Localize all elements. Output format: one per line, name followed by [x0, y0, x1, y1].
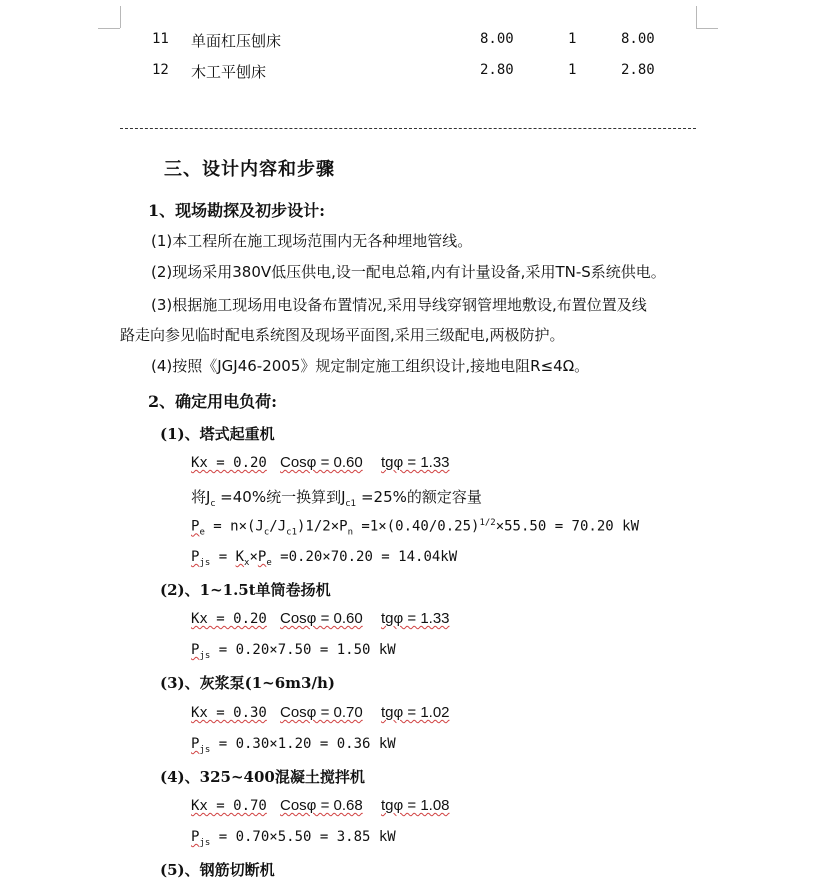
paragraph: (1)本工程所在施工现场范围内无各种埋地管线。 [151, 232, 473, 250]
tg-value: tgφ = 1.08 [381, 797, 450, 814]
paragraph-continuation: 路走向参见临时配电系统图及现场平面图,采用三级配电,两极防护。 [120, 326, 565, 344]
pjs-formula: $P_{js} = 0.20\times 7.50 = 1.50$ kW [191, 642, 396, 661]
total-power: 2.80 [621, 62, 655, 78]
total-power: 8.00 [621, 31, 655, 47]
section-break-divider [120, 128, 696, 129]
paragraph: (3)根据施工现场用电设备布置情况,采用导线穿钢管埋地敷设,布置位置及线 [151, 296, 647, 314]
pjs-formula: $P_{js} = 0.70\times 5.50 = 3.85$ kW [191, 829, 396, 848]
cos-value: Cosφ = 0.68 [280, 797, 363, 814]
cos-value: Cosφ = 0.70 [280, 704, 363, 721]
kx-value: Kx = 0.30 [191, 705, 267, 721]
kx-value: Kx = 0.20 [191, 455, 267, 471]
cos-value: Cosφ = 0.60 [280, 454, 363, 471]
subsection-heading: 2、确定用电负荷: [148, 392, 278, 411]
paragraph: (2)现场采用380V低压供电,设一配电总箱,内有计量设备,采用TN-S系统供电。 [151, 263, 666, 281]
margin-corner-top-right-h [696, 28, 718, 29]
tg-value: tgφ = 1.33 [381, 610, 450, 627]
pjs-formula: $P_{js} = K_x\times P_e =0.20\times 70.20 = 14.04kW$ [191, 549, 458, 568]
margin-corner-top-right [696, 6, 697, 28]
equipment-name: 木工平刨床 [191, 63, 267, 81]
equipment-heading: (4)、325~400混凝土搅拌机 [160, 768, 365, 786]
equipment-heading: (5)、钢筋切断机 [160, 861, 275, 879]
margin-corner-top-left [120, 6, 121, 28]
pjs-formula: $P_{js} = 0.30\times 1.20 = 0.36$ kW [191, 736, 396, 755]
margin-corner-top-left-h [98, 28, 120, 29]
section-heading: 三、设计内容和步骤 [164, 159, 335, 180]
kx-value: Kx = 0.70 [191, 798, 267, 814]
equipment-heading: (3)、灰浆泵(1~6m3/h) [160, 674, 335, 692]
paragraph: (4)按照《JGJ46-2005》规定制定施工组织设计,接地电阻R≤4Ω。 [151, 357, 590, 375]
quantity: 1 [568, 62, 577, 78]
equipment-name: 单面杠压刨床 [191, 32, 282, 50]
equipment-heading: (1)、塔式起重机 [160, 425, 275, 443]
rated-power: 2.80 [480, 62, 514, 78]
kx-value: Kx = 0.20 [191, 611, 267, 627]
row-number: 12 [152, 62, 169, 78]
conversion-text: 将$J_c =40\%$统一换算到$J_{c1} =25\%$的额定容量 [191, 488, 482, 509]
equipment-heading: (2)、1~1.5t单筒卷扬机 [160, 581, 331, 599]
row-number: 11 [152, 31, 169, 47]
subsection-heading: 1、现场勘探及初步设计: [148, 201, 326, 220]
tg-value: tgφ = 1.02 [381, 704, 450, 721]
quantity: 1 [568, 31, 577, 47]
cos-value: Cosφ = 0.60 [280, 610, 363, 627]
tg-value: tgφ = 1.33 [381, 454, 450, 471]
pe-formula: $P_e = n\times(J_c/J_{c1})1/2\times P_n =1\times(0.40/0.25)^{1/2}\times 55.50 = 70.20$ kW [191, 518, 639, 538]
rated-power: 8.00 [480, 31, 514, 47]
